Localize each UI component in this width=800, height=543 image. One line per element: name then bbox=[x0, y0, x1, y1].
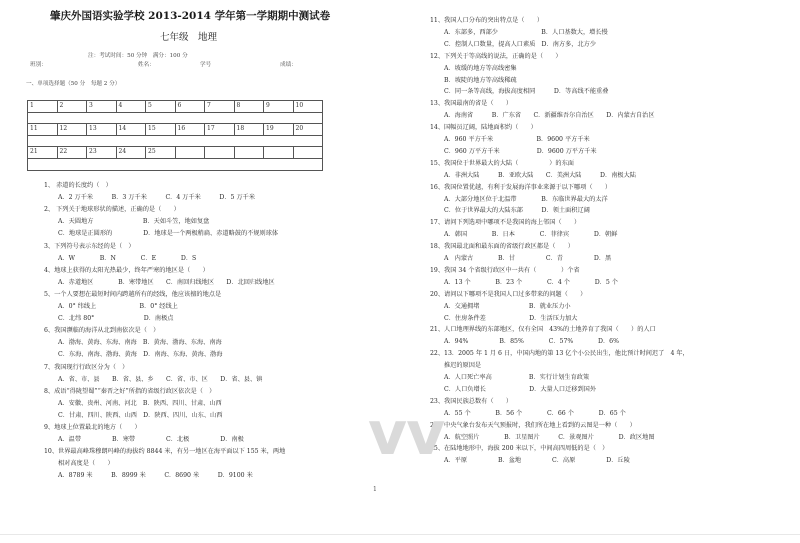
question-text: 10、世界最高峰珠穆朗玛峰的海拔约 8844 米，有另一地区在海平面以下 155 米，两地 bbox=[44, 448, 286, 456]
question-text: 22、13．2005 年 1 月 6 日，中国内地的第 13 亿个小公民出生，他比预计时间迟了 4 年， bbox=[430, 350, 689, 358]
answer-cell[interactable]: 9 bbox=[264, 101, 294, 113]
answer-options: A．W B．N C．E D．S bbox=[58, 254, 197, 262]
answer-options: C．甘肃、四川、陕西、山西 D．陕西、四川、山东、山西 bbox=[58, 411, 223, 419]
answer-cell[interactable]: 16 bbox=[175, 124, 205, 136]
answer-grid-row bbox=[28, 124, 323, 136]
answer-grid-row bbox=[28, 147, 323, 159]
answer-space[interactable] bbox=[28, 135, 323, 147]
question-text: 9、地球上位置最北的地方（ ） bbox=[44, 424, 141, 431]
answer-grid-row bbox=[28, 158, 323, 170]
answer-options: A．平原 B．盆地 C．高原 D．丘陵 bbox=[444, 457, 630, 465]
answer-cell[interactable]: 10 bbox=[293, 101, 323, 113]
answer-options: A．2 万千米 B．3 万千米 C．4 万千米 D．5 万千米 bbox=[58, 194, 256, 202]
section-heading: 一、单项选择题（50 分 每题 2 分） bbox=[26, 81, 121, 87]
answer-cell[interactable] bbox=[264, 147, 294, 159]
answer-cell[interactable]: 17 bbox=[205, 124, 235, 136]
question-text: 16、我国位置优越，有利于发展海洋事业来源于以下哪项（ ） bbox=[430, 183, 612, 191]
answer-options: A．0° 纬线上 B．0° 经线上 bbox=[58, 303, 178, 310]
question-text: 15、我国位于世界最大的大陆（ ）的东面 bbox=[430, 159, 574, 167]
answer-options: A．东部多，西部少 B．人口基数大，增长慢 bbox=[444, 28, 608, 36]
answer-cell[interactable]: 7 bbox=[205, 101, 235, 113]
answer-options: A．航空照片 B．卫星图片 C．景观图片 D．政区地图 bbox=[444, 433, 655, 441]
answer-cell[interactable]: 25 bbox=[146, 147, 176, 159]
answer-options: A．55 个 B．56 个 C．66 个 D．65 个 bbox=[444, 409, 626, 417]
watermark: vv bbox=[368, 399, 445, 469]
answer-grid-row bbox=[28, 135, 323, 147]
answer-cell[interactable]: 18 bbox=[234, 124, 264, 136]
answer-options: C．东海、南海、渤海、黄海 D．南海、东海、黄海、渤海 bbox=[58, 351, 223, 359]
answer-options: C．位于世界最大的大陆东部 D．领土面积辽阔 bbox=[444, 207, 590, 215]
answer-options: C．960 万平方千米 D．9600 万平方千米 bbox=[444, 147, 597, 155]
class-label: 班别： bbox=[30, 62, 47, 68]
answer-options: A 内蒙古 B．甘 C．青 D．黑 bbox=[444, 255, 612, 262]
question-text: 5、一个人要想在最短时间内跨越所有的经线，他应该擅的地点是 bbox=[44, 290, 222, 298]
answer-options: C．控制人口数量，提高人口素质 D．南方多，北方少 bbox=[444, 40, 597, 48]
answer-cell[interactable] bbox=[175, 147, 205, 159]
answer-options: A．大部分地区位于北温带 B．东临世界最大的太洋 bbox=[444, 195, 608, 203]
question-text: 3、下列符号表示东经的是（ ） bbox=[44, 242, 135, 250]
answer-cell[interactable]: 6 bbox=[175, 101, 205, 113]
answer-cell[interactable]: 3 bbox=[87, 101, 117, 113]
question-text: 13、我国最南的省是（ ） bbox=[430, 100, 513, 108]
answer-options: A．13 个 B．23 个 C．4 个 D．5 个 bbox=[444, 278, 618, 286]
answer-cell[interactable]: 2 bbox=[57, 101, 87, 113]
answer-options: A．人口死亡率高 B．实行计划生育政策 bbox=[444, 374, 590, 381]
answer-grid-row bbox=[28, 101, 323, 113]
answer-cell[interactable] bbox=[234, 147, 264, 159]
question-text: 2、 下列关于地球形状的描述，正确的是（ ） bbox=[44, 206, 180, 214]
answer-cell[interactable]: 11 bbox=[28, 124, 58, 136]
answer-cell[interactable]: 20 bbox=[293, 124, 323, 136]
answer-cell[interactable]: 21 bbox=[28, 147, 58, 159]
answer-options: A．赤道地区 B．寒带地区 C．南回归线地区 D．北回归线地区 bbox=[58, 278, 275, 286]
answer-options: A．渤海、黄海、东海、南海 B．黄海、渤海、东海、南海 bbox=[58, 339, 222, 347]
question-text: 25、在陆地地形中，海拔 200 米以下，中间高四周低的是（ ） bbox=[430, 445, 609, 453]
answer-options: C．地球是正圆形的 D．地球是一个两极稍扁、赤道略鼓的不规则球体 bbox=[58, 230, 279, 238]
answer-options: C．同一条等高线，海拔高度相同 D．等高线不能重叠 bbox=[444, 88, 609, 96]
answer-options: A．韩国 B．日本 C．菲律宾 D．朝鲜 bbox=[444, 231, 618, 239]
answer-options: A．960 平方千米 B．9600 平方千米 bbox=[444, 136, 590, 143]
answer-cell[interactable]: 1 bbox=[28, 101, 58, 113]
answer-options: 相对高度是（ ） bbox=[58, 460, 114, 468]
question-text: 11、我国人口分布的突出特点是（ ） bbox=[430, 17, 544, 24]
question-text: 20、请问以下哪项不是我国人口过多带来的问题（ ） bbox=[430, 290, 587, 298]
question-text: 24、中央气象台发布天气预报时，我们所在地上看到的云图是一种（ ） bbox=[430, 421, 636, 429]
exam-subtitle: 七年级 地理 bbox=[160, 32, 218, 43]
answer-cell[interactable]: 14 bbox=[116, 124, 146, 136]
answer-space[interactable] bbox=[28, 158, 323, 170]
question-text: 21、人口地理界线的东部地区，仅有全国 43%的土地养育了我国（ ）的人口 bbox=[430, 326, 656, 334]
answer-space[interactable] bbox=[28, 112, 323, 124]
answer-cell[interactable]: 23 bbox=[87, 147, 117, 159]
answer-cell[interactable] bbox=[293, 147, 323, 159]
answer-options: A．天圆地方 B．天如斗笠，地如复盘 bbox=[58, 218, 210, 226]
answer-cell[interactable]: 22 bbox=[57, 147, 87, 159]
answer-grid-row bbox=[28, 112, 323, 124]
answer-options: A．94% B．85% C．57% D．6% bbox=[444, 338, 619, 346]
answer-options: A．非洲大陆 B．亚欧大陆 C．美洲大陆 D．南极大陆 bbox=[444, 171, 636, 179]
answer-options: A．安徽、贵州、河南、河北 B．陕西、四川、甘肃、山西 bbox=[58, 399, 222, 407]
question-text: 8、成语“得陇望蜀”“秦晋之好”所指的省级行政区依次是（ ） bbox=[44, 387, 216, 395]
question-text: 4、地球上获得的太阳光热最少，终年严寒的地区是（ ） bbox=[44, 266, 209, 274]
answer-cell[interactable]: 12 bbox=[57, 124, 87, 136]
answer-options: A．温带 B．寒带 C．北极 D．南极 bbox=[58, 436, 244, 444]
answer-options: C．住房条件差 D．生活压力加大 bbox=[444, 314, 578, 322]
answer-grid bbox=[27, 100, 323, 171]
question-text: 18、我国最北面和最东面的省级行政区都是（ ） bbox=[430, 243, 574, 251]
answer-options: A．海南省 B．广东省 C．新疆维吾尔自治区 D．内蒙古自治区 bbox=[444, 112, 655, 120]
question-text: 12、下列关于等高线的说法，正确的是（ ） bbox=[430, 52, 562, 60]
name-label: 姓名： bbox=[138, 62, 155, 68]
question-text: 6、我国濒临的海洋从北到南依次是（ ） bbox=[44, 327, 160, 335]
answer-options: B．坡陡的地方等高线稀疏 bbox=[444, 76, 517, 84]
answer-options: 推迟的原因是 bbox=[444, 362, 482, 370]
answer-cell[interactable]: 24 bbox=[116, 147, 146, 159]
question-text: 19、我国 34 个省级行政区中一共有（ ）个省 bbox=[430, 266, 580, 274]
answer-options: C．北纬 80° D．南极点 bbox=[58, 315, 174, 323]
answer-options: A．省、市、县 B．省、县、乡 C．省、市、区 D．省、县、镇 bbox=[58, 375, 263, 383]
answer-cell[interactable]: 13 bbox=[87, 124, 117, 136]
exam-note: 注：考试时间：50 分钟 满分：100 分 bbox=[88, 53, 188, 59]
answer-cell[interactable]: 8 bbox=[234, 101, 264, 113]
question-text: 23、我国民族总数有（ ） bbox=[430, 397, 513, 405]
score-label: 成绩： bbox=[280, 62, 297, 68]
exam-title: 肇庆外国语实验学校 2013-2014 学年第一学期期中测试卷 bbox=[50, 10, 331, 22]
student-number-label: 学号 bbox=[200, 62, 212, 68]
answer-cell[interactable]: 15 bbox=[146, 124, 176, 136]
page-number: 1 bbox=[373, 486, 377, 493]
question-text: 14、国幅员辽阔，陆地面积约（ ） bbox=[430, 124, 537, 132]
answer-cell[interactable]: 19 bbox=[264, 124, 294, 136]
question-text: 1、 赤道的长度约（ ） bbox=[44, 182, 112, 189]
answer-options: C．人口负增长 D．大量人口迁移到国外 bbox=[444, 385, 597, 393]
answer-cell[interactable]: 5 bbox=[146, 101, 176, 113]
answer-cell[interactable]: 4 bbox=[116, 101, 146, 113]
answer-options: A．坡缓的地方等高线密集 bbox=[444, 64, 517, 72]
answer-options: A．交通拥堵 B．就业压力小 bbox=[444, 302, 571, 310]
question-text: 7、我国现行行政区分为（ ） bbox=[44, 363, 129, 371]
answer-cell[interactable] bbox=[205, 147, 235, 159]
question-text: 17、请问下列选项中哪项不是我国的海上邻国（ ） bbox=[430, 219, 581, 227]
page-divider bbox=[0, 534, 800, 535]
answer-options: A．8789 米 B．8999 米 C．8690 米 D．9100 米 bbox=[58, 472, 253, 480]
